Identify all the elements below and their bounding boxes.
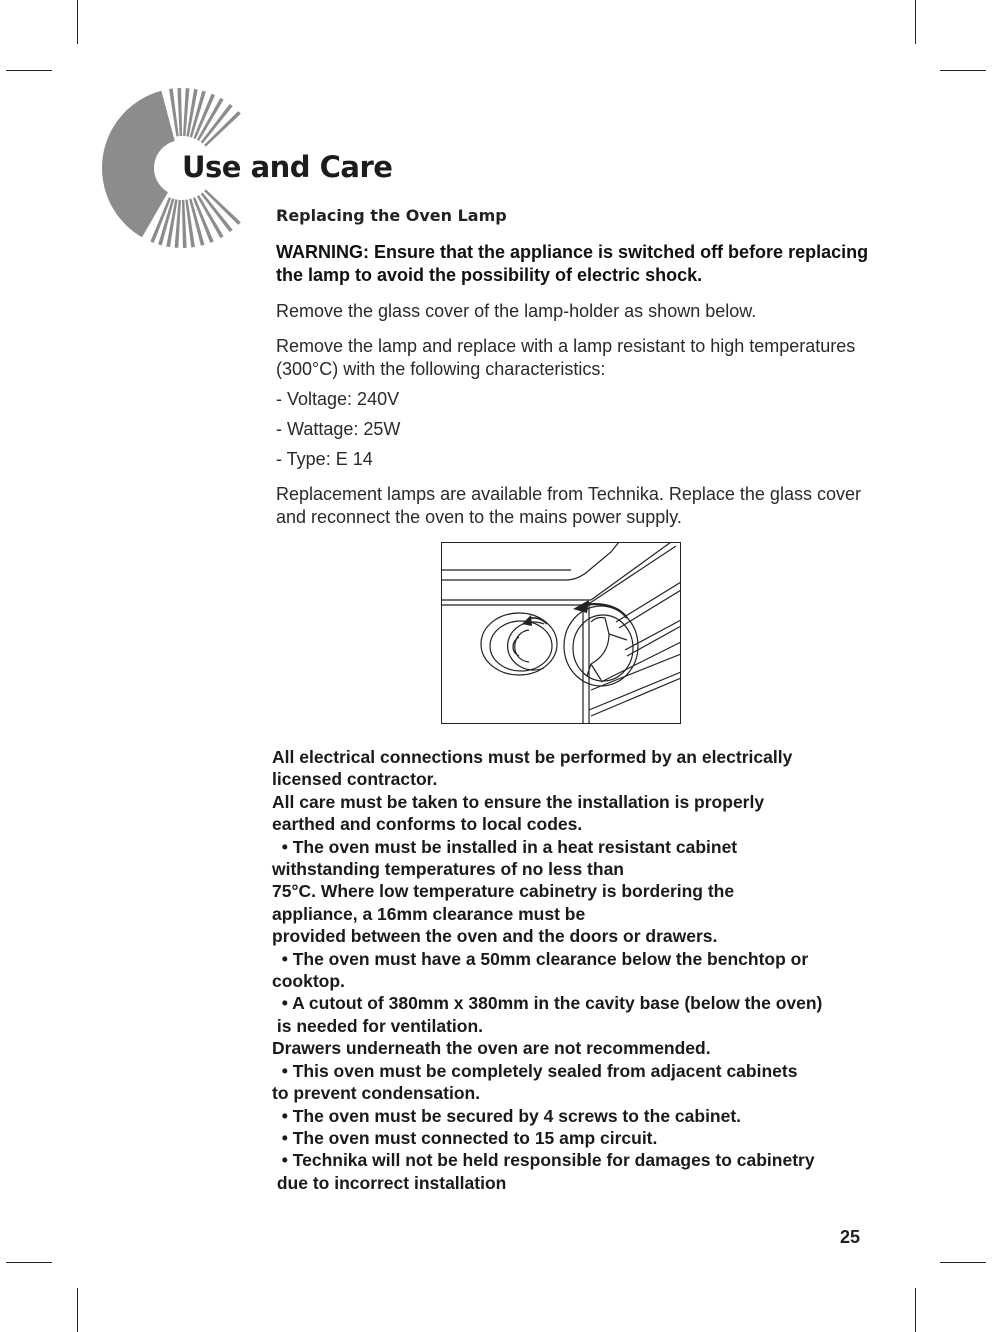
- install-line: • The oven must have a 50mm clearance below the benchtop or: [272, 948, 809, 969]
- install-line: withstanding temperatures of no less than: [272, 859, 624, 880]
- spec-wattage: - Wattage: 25W: [276, 419, 401, 439]
- install-line: • Technika will not be held responsible for damages to cabinetry: [272, 1150, 815, 1171]
- install-line: due to incorrect installation: [272, 1172, 507, 1193]
- warning-text: WARNING: Ensure that the appliance is switched off before replacing the lamp to avoid the possibility of electric shock.: [276, 242, 869, 285]
- section-title: Use and Care: [182, 150, 393, 184]
- logo-ray: [177, 88, 182, 136]
- install-line: • This oven must be completely sealed from adjacent cabinets: [272, 1060, 798, 1081]
- installation-instructions: [272, 746, 912, 1194]
- install-line: cooktop.: [272, 971, 345, 992]
- install-line: licensed contractor.: [272, 769, 438, 790]
- install-line: to prevent condensation.: [272, 1083, 481, 1104]
- install-line: earthed and conforms to local codes.: [272, 814, 583, 835]
- crop-mark-bottom-left: [77, 1288, 78, 1332]
- page-number: 25: [840, 1227, 861, 1247]
- subheading: Replacing the Oven Lamp: [276, 206, 507, 225]
- install-line: is needed for ventilation.: [272, 1015, 484, 1036]
- crop-mark-left-top: [6, 70, 52, 71]
- crop-mark-top-left: [77, 0, 78, 44]
- crop-mark-top-right: [915, 0, 916, 44]
- install-line: appliance, a 16mm clearance must be: [272, 903, 586, 924]
- crop-mark-left-bottom: [6, 1262, 52, 1263]
- install-line: All care must be taken to ensure the installation is properly: [272, 791, 765, 812]
- spec-voltage: - Voltage: 240V: [276, 389, 400, 409]
- remove-lamp-text: Remove the lamp and replace with a lamp resistant to high temperatures (300°C) with the following characteristics:: [276, 336, 856, 379]
- replacement-text: Replacement lamps are available from Technika. Replace the glass cover and reconnect the oven to the mains power supply.: [276, 484, 861, 527]
- spec-type: - Type: E 14: [276, 449, 373, 469]
- crop-mark-bottom-right: [915, 1288, 916, 1332]
- install-line: • A cutout of 380mm x 380mm in the cavity base (below the oven): [272, 993, 823, 1014]
- lamp-holder-diagram: [441, 542, 681, 724]
- install-line: All electrical connections must be performed by an electrically: [272, 747, 793, 767]
- install-line: 75°C. Where low temperature cabinetry is bordering the: [272, 881, 735, 902]
- remove-cover-text: Remove the glass cover of the lamp-holder as shown below.: [276, 301, 757, 321]
- crop-mark-right-bottom: [940, 1262, 986, 1263]
- logo-ray: [182, 200, 187, 248]
- install-line: • The oven must connected to 15 amp circuit.: [272, 1127, 658, 1148]
- install-line: • The oven must be secured by 4 screws to the cabinet.: [272, 1105, 742, 1126]
- install-line: provided between the oven and the doors or drawers.: [272, 926, 718, 947]
- install-line: Drawers underneath the oven are not recommended.: [272, 1038, 711, 1059]
- crop-mark-right-top: [940, 70, 986, 71]
- install-line: • The oven must be installed in a heat resistant cabinet: [272, 836, 738, 857]
